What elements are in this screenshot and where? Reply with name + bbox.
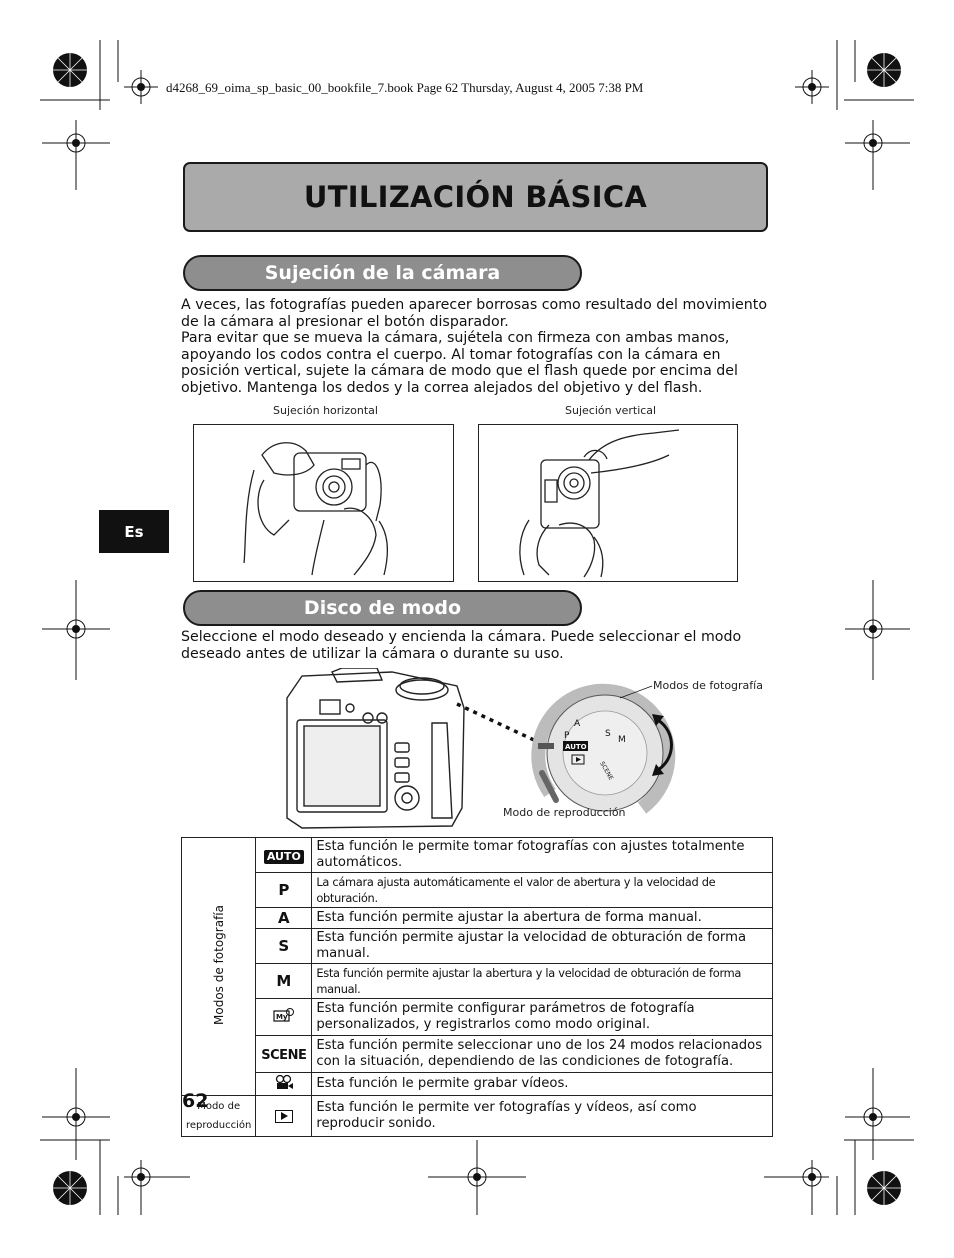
shooting-label-leader: [618, 684, 658, 700]
rotation-arrow-icon: [650, 712, 680, 778]
dial-letter-s: S: [605, 729, 611, 739]
svg-text:My: My: [275, 1013, 288, 1021]
dial-scene-label: SCENE: [598, 760, 615, 782]
table-row: [182, 873, 773, 908]
a-description: Esta función permite ajustar la abertura de forma manual.: [312, 908, 773, 929]
table-row: [182, 838, 773, 873]
scene-icon: SCENE: [261, 1048, 307, 1063]
table-row: [182, 929, 773, 964]
group-shooting-label: Modos de fotografía: [211, 904, 226, 1025]
page-title: UTILIZACIÓN BÁSICA: [183, 162, 768, 232]
caption-horizontal: Sujeción horizontal: [273, 404, 378, 417]
page-number: 62: [182, 1090, 209, 1112]
auto-icon: AUTO: [264, 850, 304, 864]
my-mode-description: Esta función permite configurar parámetros de fotografía personalizados, y registrarlos como modo original.: [312, 999, 773, 1036]
mode-dial-text: [181, 629, 781, 662]
p-symbol: P: [256, 873, 312, 908]
print-header: d4268_69_oima_sp_basic_00_bookfile_7.book Page 62 Thursday, August 4, 2005 7:38 PM: [166, 80, 644, 95]
horizontal-grip-drawing: [194, 425, 453, 581]
s-description: Esta función permite ajustar la velocidad de obturación de forma manual.: [312, 929, 773, 964]
mode-dial-paragraph: Seleccione el modo deseado y encienda la cámara. Puede seleccionar el modo deseado antes de utilizar la cámara o durante su uso.: [181, 629, 742, 662]
dial-letter-a: A: [574, 719, 581, 729]
modes-table: [181, 837, 773, 1137]
a-symbol: A: [256, 908, 312, 929]
scene-description: Esta función permite seleccionar uno de los 24 modos relacionados con la situación, dependiendo de las condiciones de fotografía.: [312, 1036, 773, 1073]
holding-text: [181, 297, 781, 397]
dial-letter-m: M: [618, 735, 626, 745]
camera-back-illustration: [282, 668, 472, 830]
caption-vertical: Sujeción vertical: [565, 404, 657, 417]
illustration-horizontal-grip: [193, 424, 454, 582]
group-shooting-cell: [182, 838, 256, 1096]
table-row: [182, 1073, 773, 1096]
my-mode-symbol-cell: [256, 999, 312, 1036]
dial-auto-label: AUTO: [565, 743, 587, 751]
illustration-vertical-grip: [478, 424, 738, 582]
table-row: [182, 1096, 773, 1137]
label-playback-mode: Modo de reproducción: [503, 806, 626, 819]
p-description: La cámara ajusta automáticamente el valor de abertura y la velocidad de obturación.: [312, 873, 773, 908]
holding-paragraph-1: A veces, las fotografías pueden aparecer borrosas como resultado del movimiento de la cámara al presionar el botón disparador.: [181, 297, 768, 330]
s-symbol: S: [256, 929, 312, 964]
movie-symbol-cell: [256, 1073, 312, 1096]
playback-symbol-cell: [256, 1096, 312, 1137]
my-mode-icon: [273, 1007, 295, 1023]
label-shooting-modes: Modos de fotografía: [653, 679, 763, 692]
movie-icon: [274, 1074, 294, 1090]
section-heading-holding: Sujeción de la cámara: [183, 255, 582, 291]
language-tab: Es: [99, 510, 169, 553]
scene-symbol-cell: [256, 1036, 312, 1073]
movie-description: Esta función le permite grabar vídeos.: [312, 1073, 773, 1096]
vertical-grip-drawing: [479, 425, 737, 581]
table-row: [182, 1036, 773, 1073]
playback-icon: [275, 1110, 293, 1123]
section-heading-mode-dial: Disco de modo: [183, 590, 582, 626]
table-row: [182, 908, 773, 929]
playback-description: Esta función le permite ver fotografías y vídeos, así como reproducir sonido.: [312, 1096, 773, 1137]
auto-description: Esta función le permite tomar fotografías con ajustes totalmente automáticos.: [312, 838, 773, 873]
dial-letter-p: P: [564, 731, 570, 741]
auto-symbol-cell: [256, 838, 312, 873]
m-symbol: M: [256, 964, 312, 999]
holding-paragraph-2: Para evitar que se mueva la cámara, sujétela con firmeza con ambas manos, apoyando los codos contra el cuerpo. Al tomar fotografías con la cámara en posición vertical, sujete la cámara de modo que el flash quede por encima del objetivo. Mantenga los dedos y la correa alejados del objetivo y del flash.: [181, 330, 738, 396]
table-row: [182, 999, 773, 1036]
group-playback-label: Modo de reproducción: [186, 1101, 252, 1131]
table-row: [182, 964, 773, 999]
m-description: Esta función permite ajustar la abertura y la velocidad de obturación de forma manual.: [312, 964, 773, 999]
